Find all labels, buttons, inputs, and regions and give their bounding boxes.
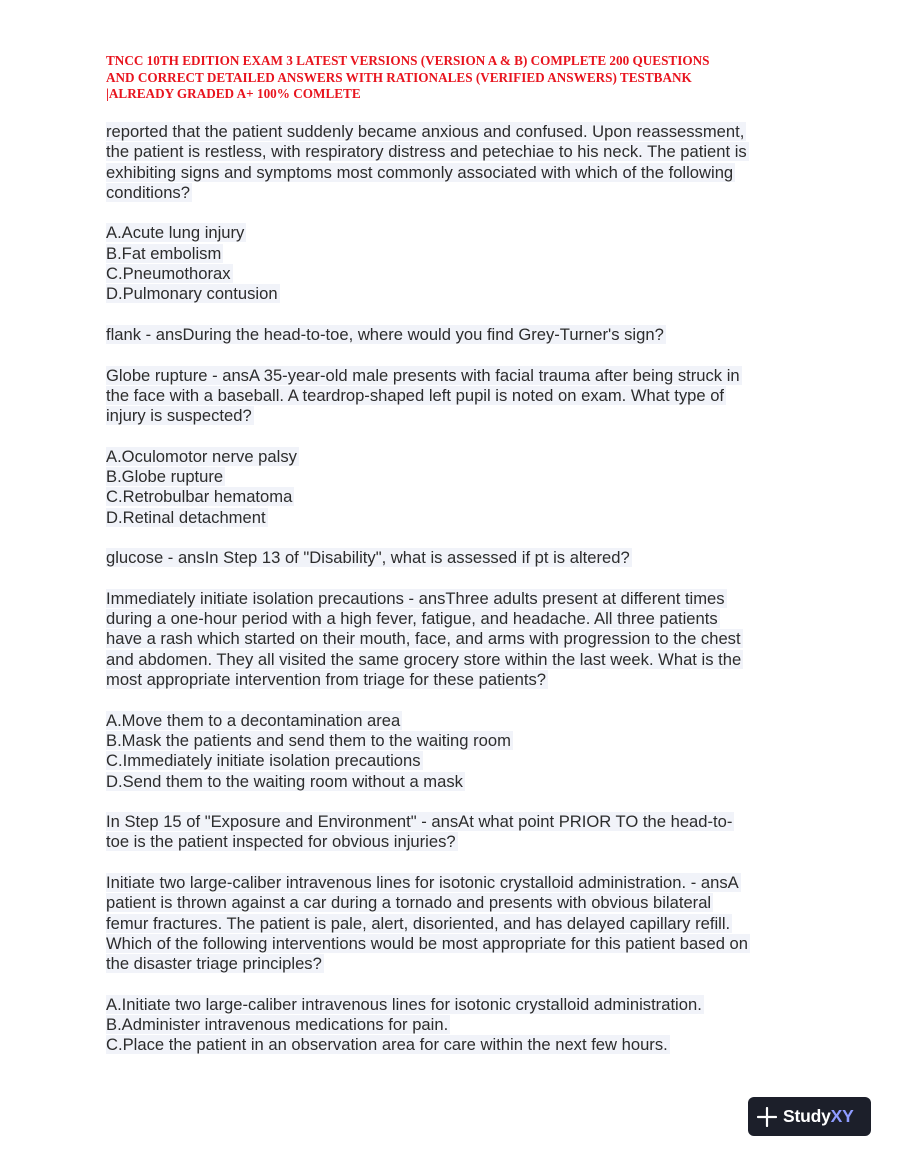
paragraph (106, 548, 826, 568)
text-line-content: A.Initiate two large-caliber intravenous lines for isotonic crystalloid administration. (106, 994, 702, 1014)
text-line (106, 406, 826, 426)
text-line-content: A.Oculomotor nerve palsy (106, 446, 297, 466)
text-line (106, 244, 826, 264)
text-line (106, 508, 826, 528)
text-line (106, 122, 826, 142)
text-line (106, 893, 826, 913)
text-line-content: and abdomen. They all visited the same grocery store within the last week. What is the (106, 649, 742, 669)
text-line (106, 589, 826, 609)
text-line (106, 812, 826, 832)
paragraph (106, 366, 826, 427)
badge-brand-study: Study (783, 1106, 831, 1126)
text-line-content: femur fractures. The patient is pale, alert, disoriented, and has delayed capillary refill. (106, 913, 731, 933)
text-line-content: In Step 15 of "Exposure and Environment" - ansAt what point PRIOR TO the head-to- (106, 812, 733, 832)
text-line (106, 995, 826, 1015)
badge-brand-xy: XY (830, 1106, 854, 1126)
text-line (106, 914, 826, 934)
plus-icon (757, 1107, 777, 1127)
text-line (106, 264, 826, 284)
text-line-content: most appropriate intervention from triage for these patients? (106, 670, 546, 690)
text-line (106, 223, 826, 243)
text-line (106, 670, 826, 690)
text-line (106, 487, 826, 507)
text-line-content: the disaster triage principles? (106, 954, 322, 974)
text-line (106, 284, 826, 304)
text-line-content: glucose - ansIn Step 13 of "Disability", what is assessed if pt is altered? (106, 548, 630, 568)
text-line (106, 1035, 826, 1055)
text-line-content: A.Move them to a decontamination area (106, 710, 401, 730)
text-line-content: injury is suspected? (106, 406, 252, 426)
text-line (106, 325, 826, 345)
paragraph (106, 447, 826, 528)
header-line: TNCC 10TH EDITION EXAM 3 LATEST VERSIONS (VERSION A & B) COMPLETE 200 QUESTIONS (106, 53, 710, 68)
text-line-content: toe is the patient inspected for obvious injuries? (106, 832, 456, 852)
text-line-content: C.Immediately initiate isolation precautions (106, 751, 421, 771)
text-line-content: Initiate two large-caliber intravenous lines for isotonic crystalloid administration. - ansA (106, 872, 739, 892)
paragraph (106, 711, 826, 792)
text-line-content: A.Acute lung injury (106, 223, 245, 243)
text-line (106, 650, 826, 670)
paragraph (106, 589, 826, 690)
text-line (106, 447, 826, 467)
text-line (106, 1015, 826, 1035)
text-line (106, 386, 826, 406)
text-line-content: exhibiting signs and symptoms most commonly associated with which of the following (106, 162, 734, 182)
text-line-content: the face with a baseball. A teardrop-shaped left pupil is noted on exam. What type of (106, 385, 725, 405)
text-line (106, 548, 826, 568)
text-line-content: C.Retrobulbar hematoma (106, 487, 293, 507)
text-line-content: the patient is restless, with respiratory distress and petechiae to his neck. The patient is (106, 142, 747, 162)
text-line-content: patient is thrown against a car during a tornado and presents with obvious bilateral (106, 893, 712, 913)
text-line-content: during a one-hour period with a high fever, fatigue, and headache. All three patients (106, 609, 718, 629)
text-line-content: D.Pulmonary contusion (106, 284, 278, 304)
text-line (106, 467, 826, 487)
text-line-content: B.Globe rupture (106, 467, 224, 487)
text-line (106, 954, 826, 974)
text-line-content: conditions? (106, 182, 190, 202)
text-line (106, 772, 826, 792)
text-line (106, 163, 826, 183)
header-line: |ALREADY GRADED A+ 100% COMLETE (106, 86, 361, 101)
text-line-content: B.Administer intravenous medications for pain. (106, 1015, 449, 1035)
text-line-content: C.Pneumothorax (106, 264, 231, 284)
document-body (106, 122, 826, 1076)
text-line-content: have a rash which started on their mouth, face, and arms with progression to the chest (106, 629, 741, 649)
text-line-content: B.Mask the patients and send them to the waiting room (106, 730, 511, 750)
text-line-content: Which of the following interventions would be most appropriate for this patient based on (106, 933, 748, 953)
text-line (106, 183, 826, 203)
text-line (106, 751, 826, 771)
paragraph (106, 122, 826, 203)
text-line (106, 873, 826, 893)
text-line (106, 629, 826, 649)
text-line-content: C.Place the patient in an observation area for care within the next few hours. (106, 1035, 668, 1055)
studyxy-badge[interactable] (748, 1097, 871, 1136)
text-line-content: B.Fat embolism (106, 243, 222, 263)
text-line-content: reported that the patient suddenly became anxious and confused. Upon reassessment, (106, 122, 745, 141)
paragraph (106, 812, 826, 853)
paragraph (106, 325, 826, 345)
text-line-content: D.Retinal detachment (106, 507, 266, 527)
paragraph (106, 223, 826, 304)
text-line (106, 711, 826, 731)
paragraph (106, 995, 826, 1056)
text-line (106, 366, 826, 386)
text-line-content: D.Send them to the waiting room without a mask (106, 771, 463, 791)
header-line: AND CORRECT DETAILED ANSWERS WITH RATIONALES (VERIFIED ANSWERS) TESTBANK (106, 69, 692, 85)
text-line (106, 609, 826, 629)
text-line (106, 832, 826, 852)
text-line-content: flank - ansDuring the head-to-toe, where would you find Grey-Turner's sign? (106, 324, 664, 344)
text-line-content: Immediately initiate isolation precautions - ansThree adults present at different times (106, 588, 725, 608)
text-line-content: Globe rupture - ansA 35-year-old male presents with facial trauma after being struck in (106, 365, 740, 385)
text-line (106, 934, 826, 954)
document-header (106, 53, 806, 103)
badge-brand (783, 1106, 854, 1127)
text-line (106, 142, 826, 162)
text-line (106, 731, 826, 751)
paragraph (106, 873, 826, 974)
